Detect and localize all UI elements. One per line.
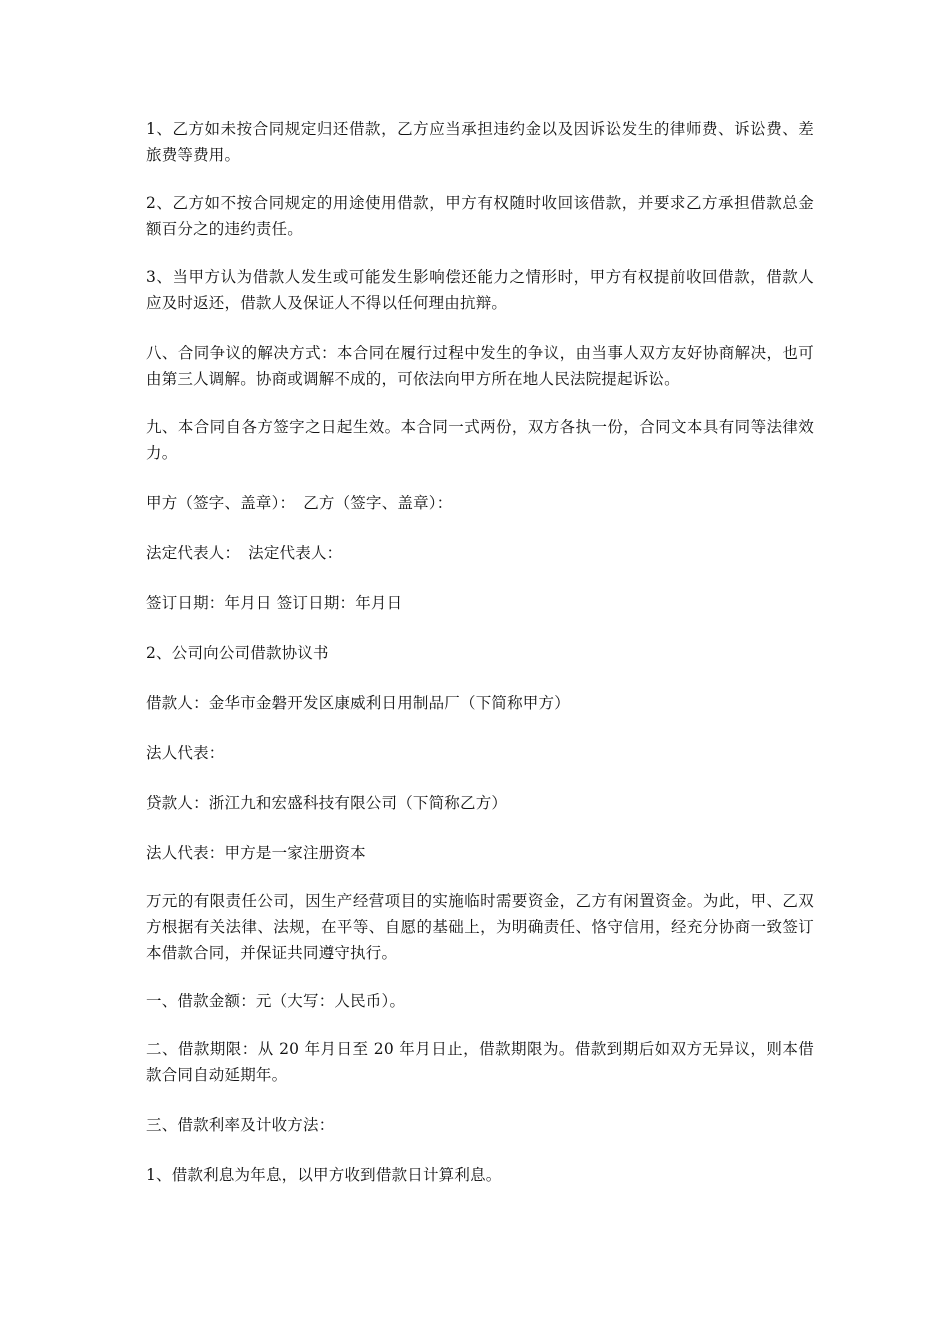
paragraph-background: 万元的有限责任公司，因生产经营项目的实施临时需要资金，乙方有闲置资金。为此，甲、乙双方根据有关法律、法规，在平等、自愿的基础上，为明确责任、恪守信用，经充分协商一致签订本借款合同，并保证共同遵守执行。 (146, 892, 814, 962)
borrower-line: 借款人：金华市金磐开发区康威利日用制品厂（下简称甲方） (146, 694, 570, 712)
signature-line-dates: 签订日期：年月日 签订日期：年月日 (146, 594, 403, 612)
paragraph-penalty-misuse: 2、乙方如不按合同规定的用途使用借款，甲方有权随时收回该借款，并要求乙方承担借款总金额百分之的违约责任。 (146, 194, 814, 238)
signature-line-representatives: 法定代表人： 法定代表人： (146, 544, 343, 562)
paragraph-effectiveness: 九、本合同自各方签字之日起生效。本合同一式两份，双方各执一份，合同文本具有同等法律效力。 (146, 418, 814, 462)
signature-line-parties: 甲方（签字、盖章）： 乙方（签字、盖章）： (146, 494, 453, 512)
clause-interest-item-1: 1、借款利息为年息，以甲方收到借款日计算利息。 (146, 1166, 502, 1184)
clause-loan-term: 二、借款期限：从 20 年月日至 20 年月日止，借款期限为。借款到期后如双方无异议，则本借款合同自动延期年。 (146, 1040, 814, 1084)
clause-interest-heading: 三、借款利率及计收方法： (146, 1116, 335, 1134)
lender-line: 贷款人：浙江九和宏盛科技有限公司（下简称乙方） (146, 794, 508, 812)
paragraph-early-recall: 3、当甲方认为借款人发生或可能发生影响偿还能力之情形时，甲方有权提前收回借款，借款人应及时返还，借款人及保证人不得以任何理由抗辩。 (146, 268, 814, 312)
paragraph-dispute-resolution: 八、合同争议的解决方式：本合同在履行过程中发生的争议，由当事人双方友好协商解决，也可由第三人调解。协商或调解不成的，可依法向甲方所在地人民法院提起诉讼。 (146, 344, 814, 388)
borrower-representative-line: 法人代表： (146, 744, 225, 762)
lender-representative-line: 法人代表：甲方是一家注册资本 (146, 844, 366, 862)
paragraph-penalty-default: 1、乙方如未按合同规定归还借款，乙方应当承担违约金以及因诉讼发生的律师费、诉讼费、差旅费等费用。 (146, 120, 814, 164)
section-title: 2、公司向公司借款协议书 (146, 644, 329, 662)
clause-loan-amount: 一、借款金额：元（大写：人民币）。 (146, 992, 406, 1010)
